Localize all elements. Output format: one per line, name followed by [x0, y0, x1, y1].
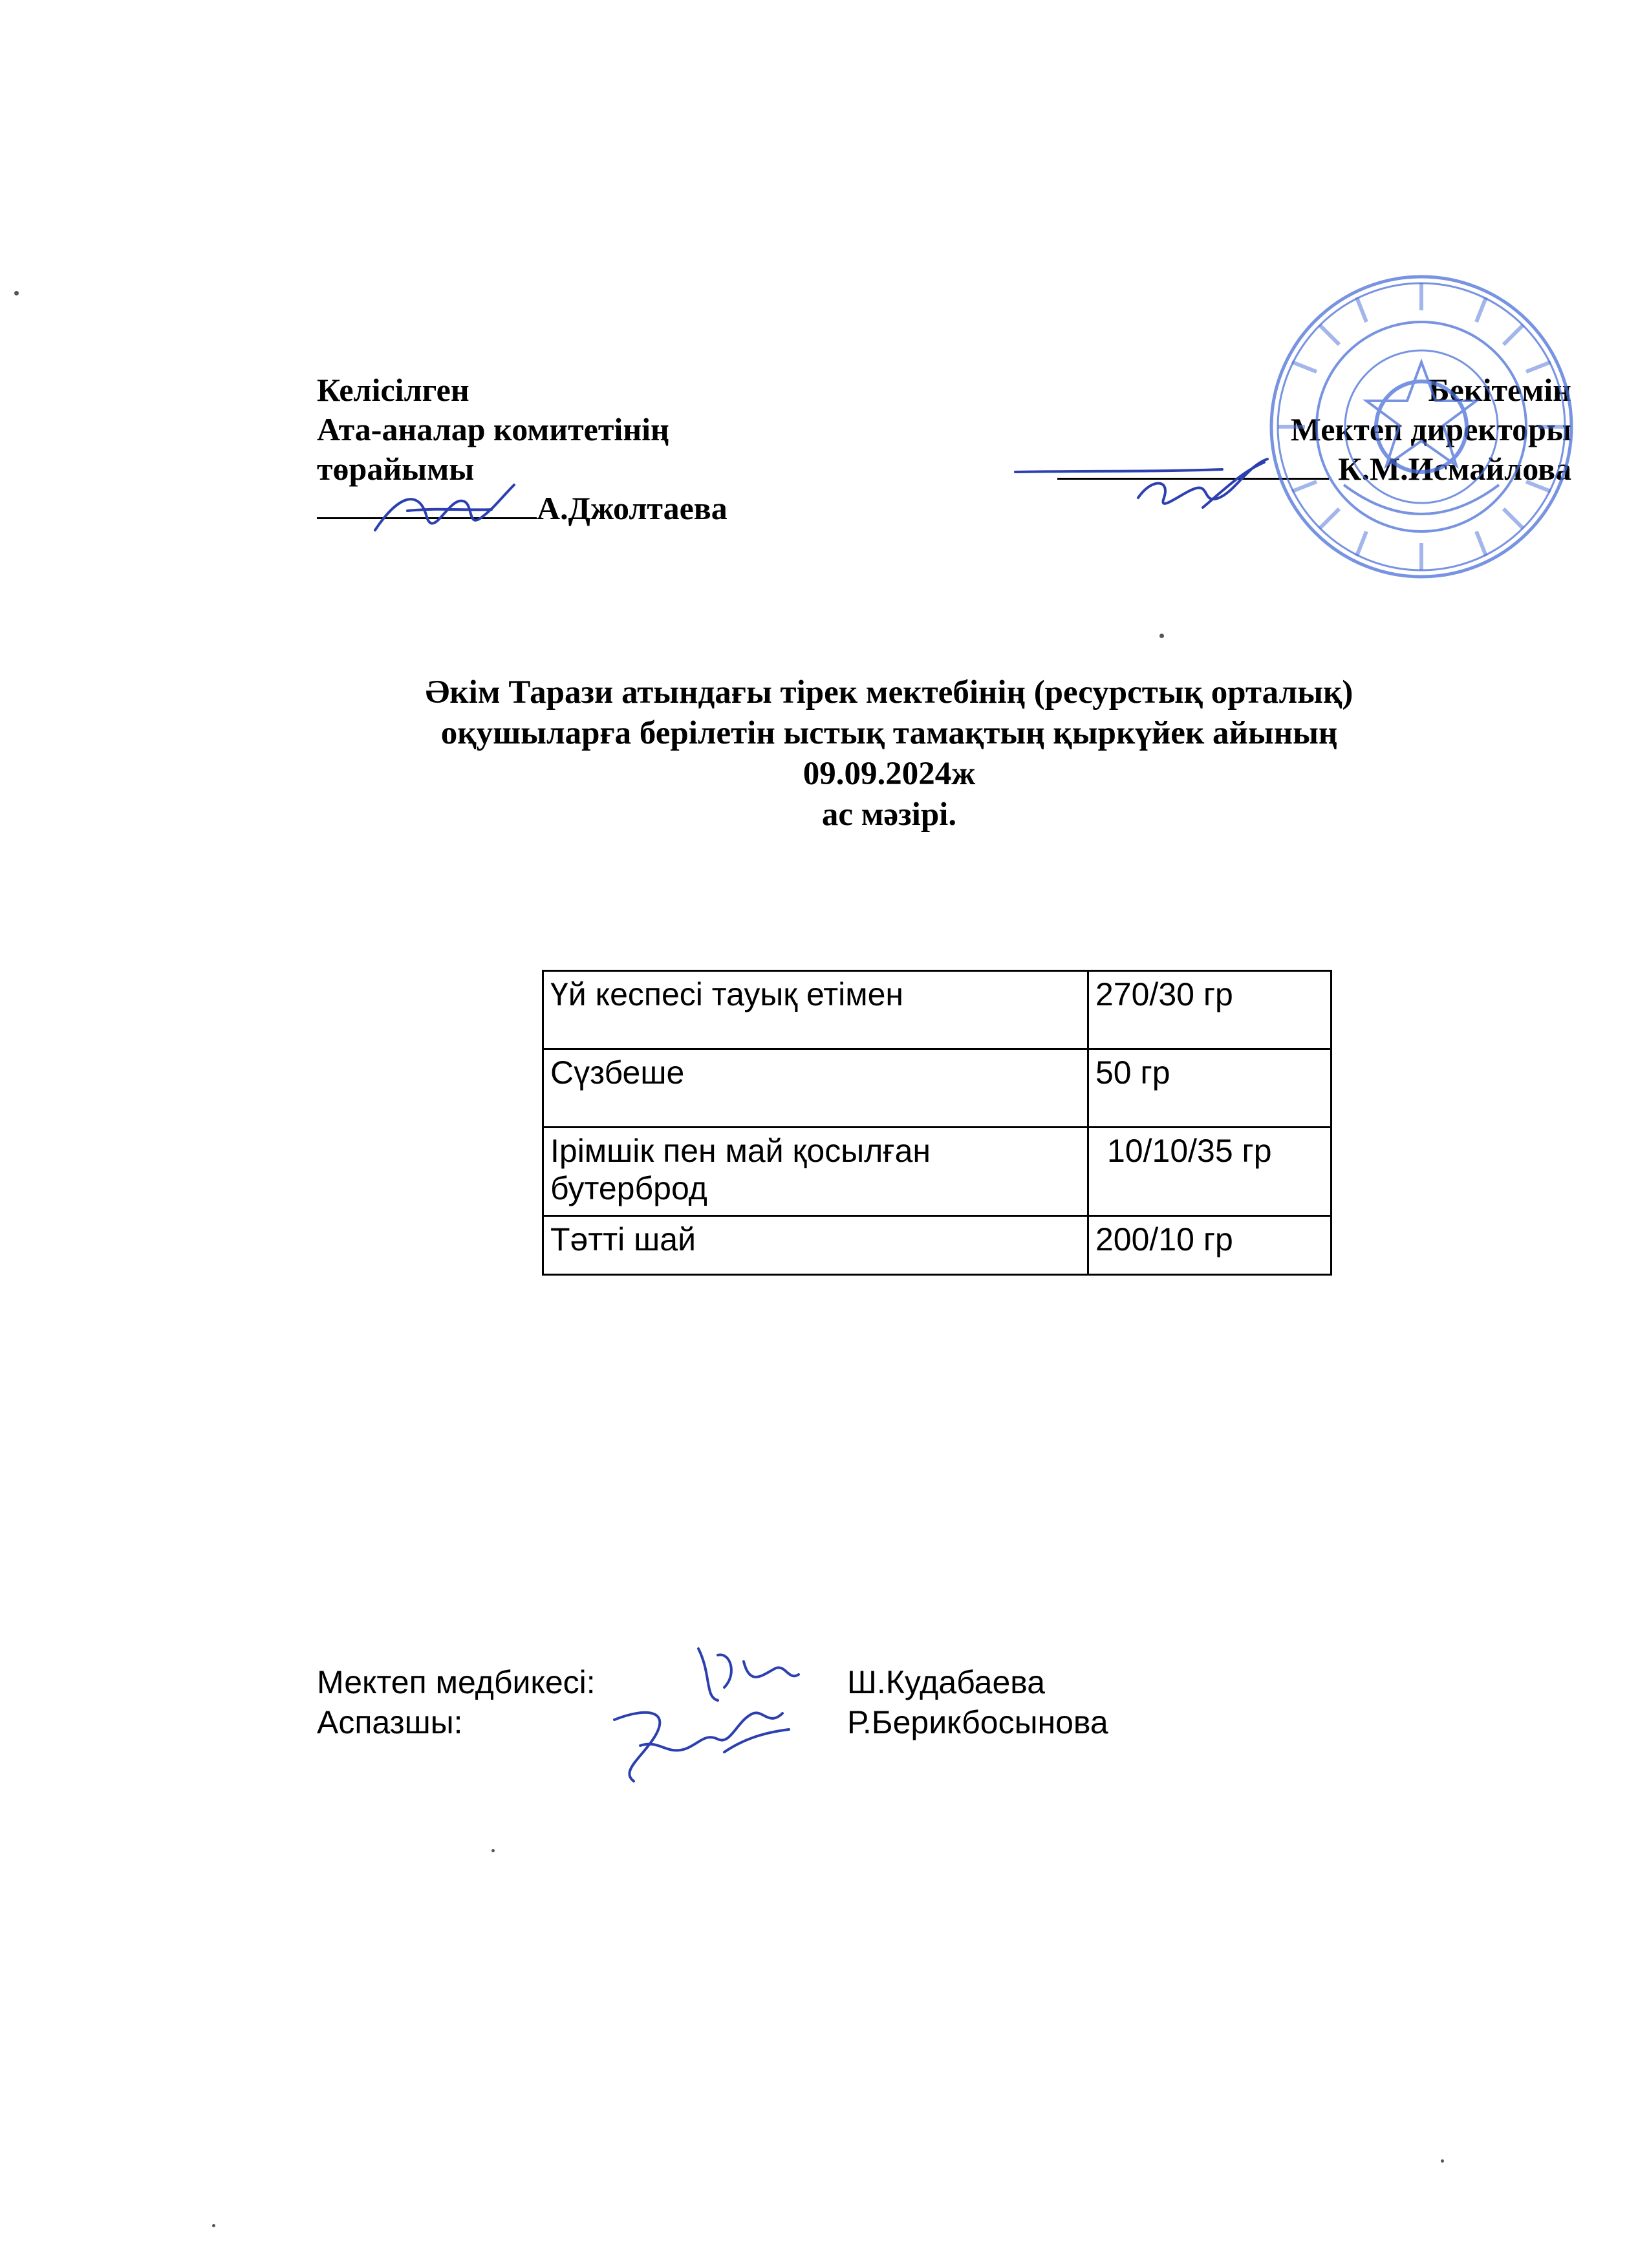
- director-name: К.М.Исмайлова: [1338, 451, 1571, 487]
- cook-name: Р.Берикбосынова: [847, 1704, 1108, 1740]
- dish-cell: Үй кеспесі тауық етімен: [543, 971, 1088, 1049]
- dish-cell: Сүзбеше: [543, 1049, 1088, 1128]
- title-date: 09.09.2024ж: [803, 756, 976, 792]
- director-signature-icon: [1009, 453, 1280, 524]
- cook-label: Аспазшы:: [317, 1704, 463, 1740]
- title-line-1: Әкім Тарази атындағы тірек мектебінің (ресурстық орталық): [425, 674, 1353, 711]
- chair-signature-icon: [362, 478, 530, 550]
- scan-speck: [1159, 634, 1164, 638]
- cook-signature-icon: [595, 1694, 802, 1791]
- menu-table: [542, 970, 1332, 1276]
- title-line-2: оқушыларға берілетін ыстық тамақтың қыркүйек айының: [440, 715, 1338, 751]
- document-title: [259, 672, 1520, 835]
- scan-speck: [491, 1849, 495, 1852]
- approved-label: Келісілген: [317, 372, 469, 408]
- committee-label: Ата-аналар комитетінің: [317, 411, 669, 447]
- portion-cell: 50 гр: [1088, 1049, 1331, 1128]
- table-row: [543, 1216, 1331, 1275]
- portion-cell: 10/10/35 гр: [1088, 1128, 1331, 1216]
- confirm-label: Бекітемін: [1428, 372, 1571, 408]
- nurse-name: Ш.Кудабаева: [847, 1664, 1046, 1700]
- scan-speck: [14, 291, 19, 295]
- scan-speck: [1441, 2159, 1444, 2163]
- nurse-label: Мектеп медбикесі:: [317, 1664, 596, 1700]
- director-label: Мектеп директоры: [1290, 411, 1571, 447]
- portion-cell: 270/30 гр: [1088, 971, 1331, 1049]
- title-line-4: ас мәзірі.: [821, 797, 957, 833]
- table-row: [543, 1128, 1331, 1216]
- chair-label: төрайымы: [317, 451, 475, 487]
- dish-cell: Ірімшік пен май қосылған бутерброд: [543, 1128, 1088, 1216]
- official-stamp-icon: [1266, 272, 1577, 582]
- table-row: [543, 971, 1331, 1049]
- table-row: [543, 1049, 1331, 1128]
- scan-speck: [212, 2224, 215, 2227]
- dish-cell: Тәтті шай: [543, 1216, 1088, 1275]
- chair-name: А.Джолтаева: [537, 490, 727, 526]
- portion-cell: 200/10 гр: [1088, 1216, 1331, 1275]
